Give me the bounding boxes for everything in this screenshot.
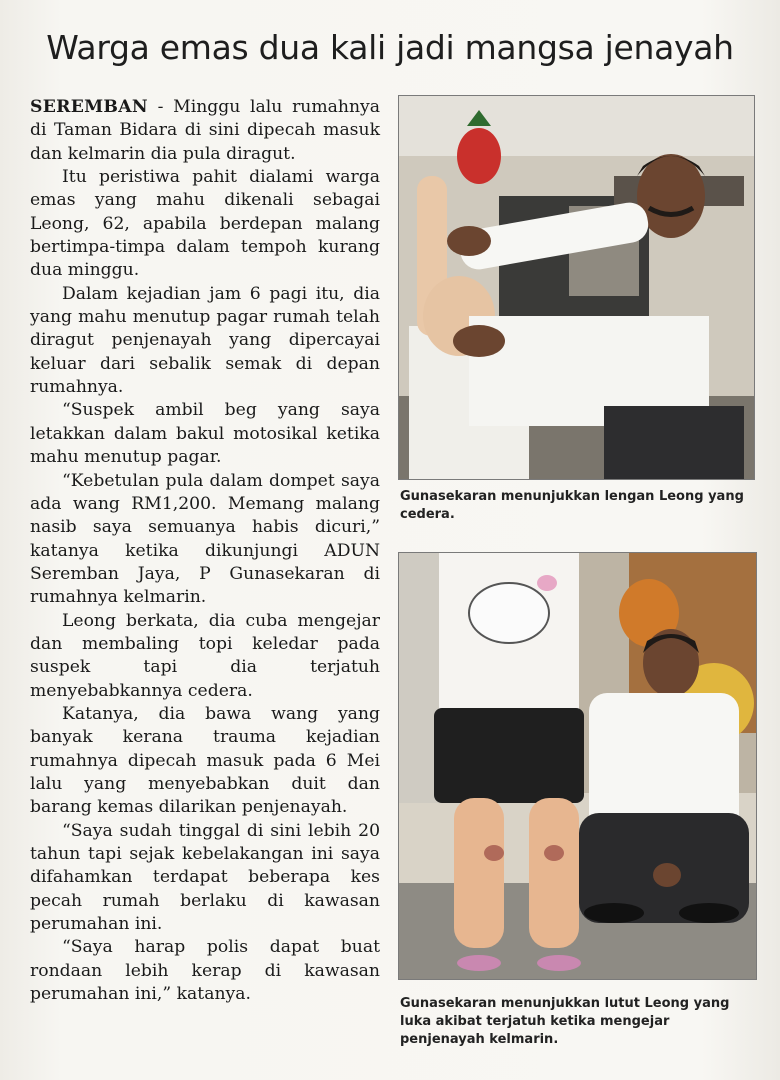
article-body — [30, 96, 380, 1006]
lead-text: - Minggu lalu rumahnya di Taman Bidara di sini dipecah masuk dan kelmarin dia pula diragut. — [30, 97, 380, 164]
photo-knee-injury — [398, 552, 757, 980]
article-paragraph: “Kebetulan pula dalam dompet saya ada wang RM1,200. Memang malang nasib saya semuanya habis dicuri,” katanya ketika dikunjungi ADUN Seremban Jaya, P Gunasekaran di rumahnya kelmarin. — [30, 470, 380, 608]
article-paragraph: Itu peristiwa pahit dialami warga emas yang mahu dikenali sebagai Leong, 62, apabila berdepan malang bertimpa-timpa dalam tempoh kurang dua minggu. — [30, 167, 380, 281]
article-paragraph: Katanya, dia bawa wang yang banyak kerana trauma kejadian rumahnya dipecah masuk pada 6 Mei lalu yang menyebabkan duit dan barang kemas dilarikan penjenayah. — [30, 703, 380, 818]
article-paragraph: Leong berkata, dia cuba mengejar dan membaling topi keledar pada suspek tapi dia terjatuh menyebabkannya cedera. — [30, 610, 380, 701]
photo-caption: Gunasekaran menunjukkan lengan Leong yang cedera. — [400, 489, 744, 522]
headline: Warga emas dua kali jadi mangsa jenayah — [46, 28, 734, 67]
article-lead-paragraph — [30, 96, 380, 166]
photo-arm-injury — [398, 95, 755, 480]
article-paragraph: “Saya harap polis dapat buat rondaan lebih kerap di kawasan perumahan ini,” katanya. — [30, 937, 380, 1005]
photo-caption: Gunasekaran menunjukkan lutut Leong yang luka akibat terjatuh ketika mengejar penjenayah kelmarin. — [400, 996, 730, 1047]
article-paragraph: “Suspek ambil beg yang saya letakkan dalam bakul motosikal ketika mahu menutup pagar. — [30, 400, 380, 468]
dateline: SEREMBAN — [30, 97, 148, 117]
article-paragraph: Dalam kejadian jam 6 pagi itu, dia yang mahu menutup pagar rumah telah diragut penjenayah yang dipercayai keluar dari sebalik semak di depan rumahnya. — [30, 283, 380, 398]
article-paragraph: “Saya sudah tinggal di sini lebih 20 tahun tapi sejak kebelakangan ini saya difahamkan terdapat beberapa kes pecah rumah berlaku di kawasan perumahan ini. — [30, 820, 380, 935]
